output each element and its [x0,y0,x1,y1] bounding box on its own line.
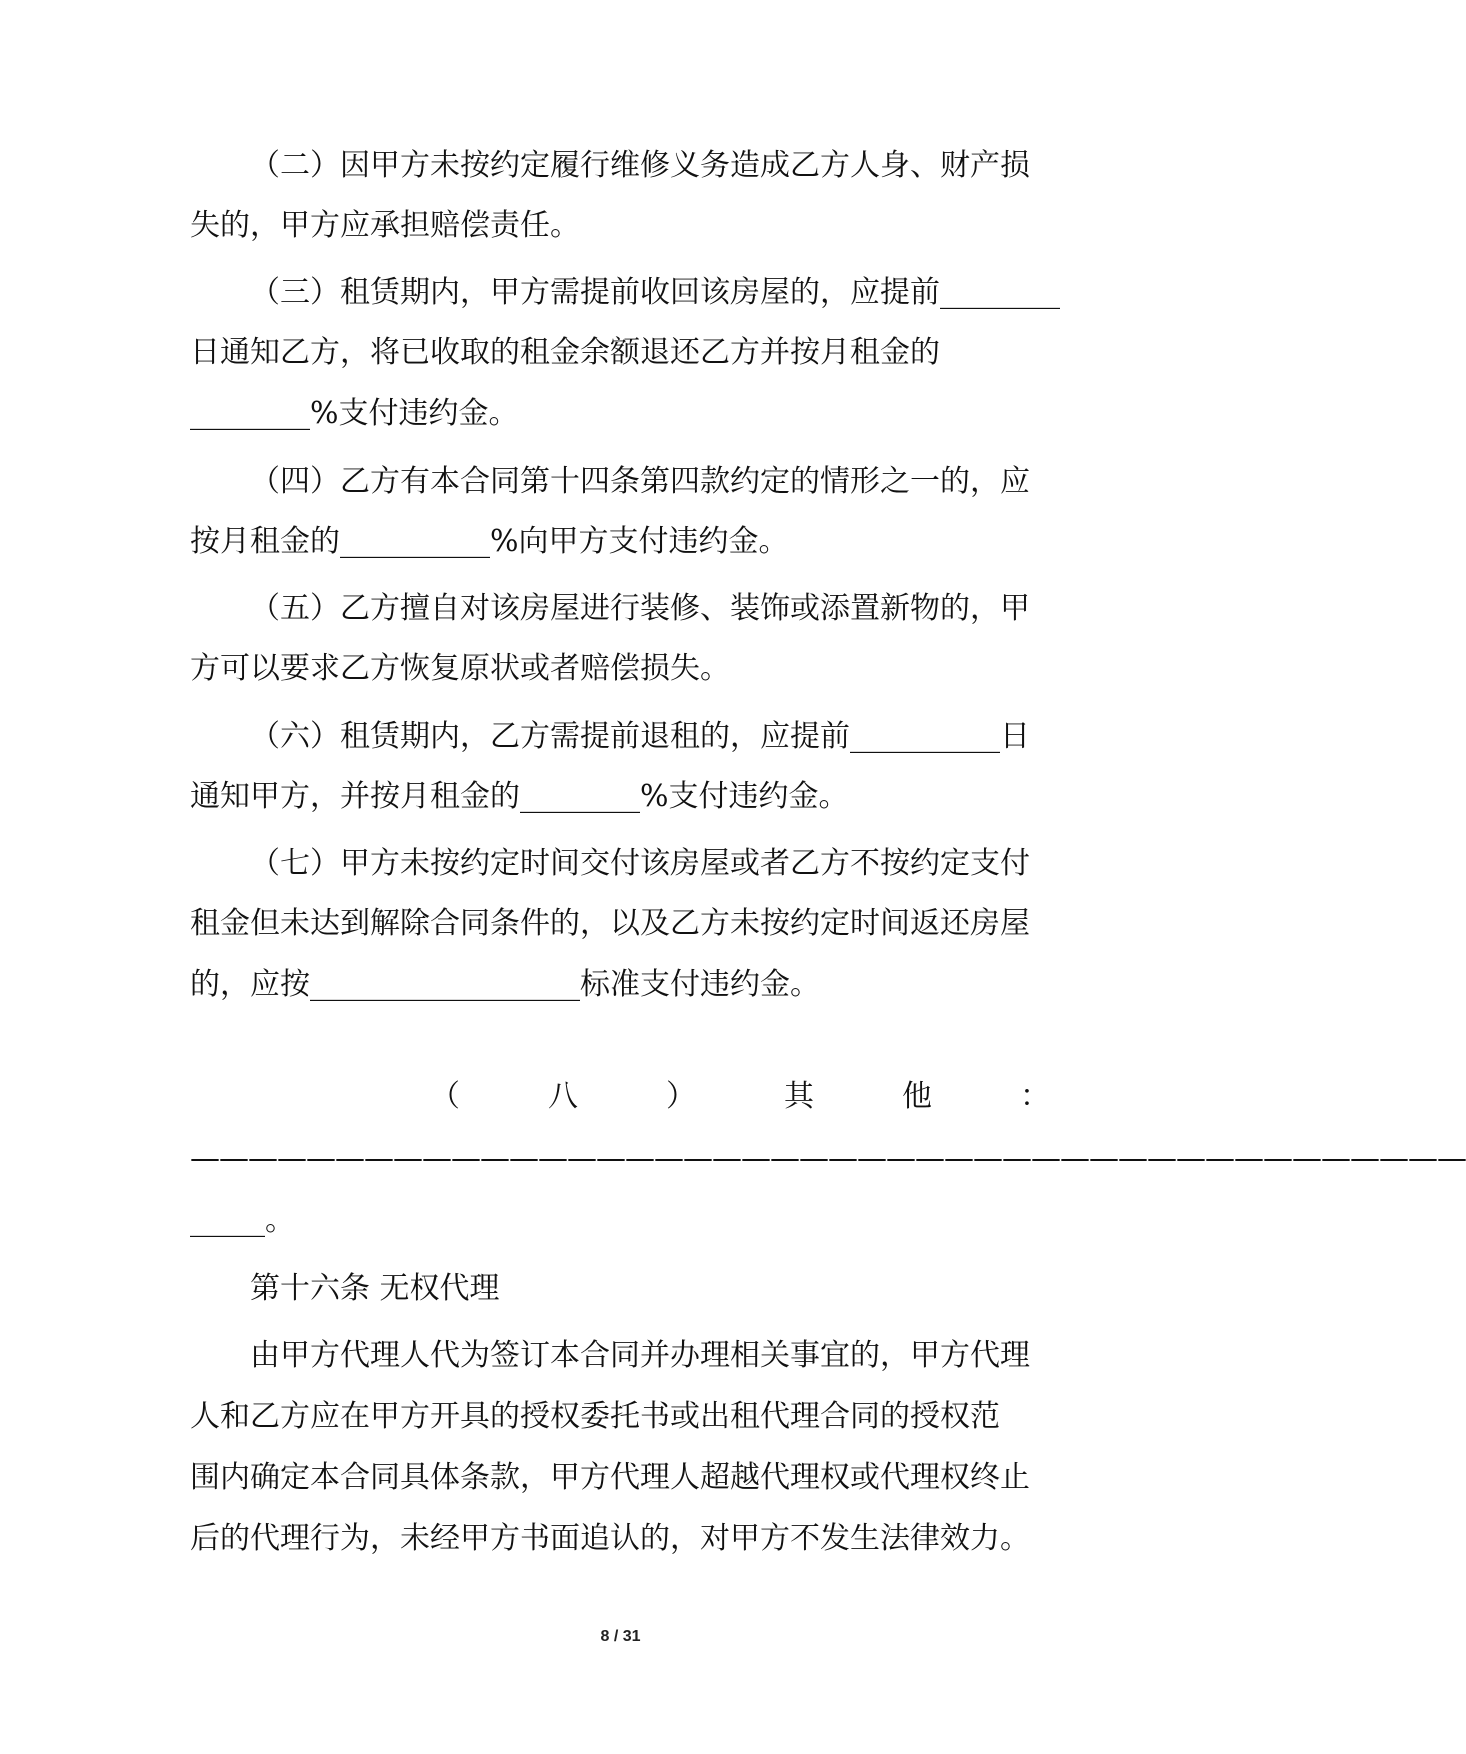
article-16-line-1: 由甲方代理人代为签订本合同并办理相关事宜的，甲方代理 [250,1338,1030,1373]
clause-8-char: ： [1020,1079,1050,1114]
clause-5-line-1: （五）乙方擅自对该房屋进行装修、装饰或添置新物的，甲 [250,591,1030,626]
article-16-heading: 第十六条 无权代理 [250,1271,500,1306]
page-number: 8 / 31 [600,1628,641,1645]
clause-8-char: 他 [902,1079,932,1114]
clause-8-heading [430,1072,1050,1122]
clause-3-line-1: （三）租赁期内，甲方需提前收回该房屋的，应提前________ [250,275,1060,310]
clause-6-line-2: 通知甲方，并按月租金的________%支付违约金。 [190,779,849,814]
clause-2-line-1: （二）因甲方未按约定履行维修义务造成乙方人身、财产损 [250,148,1030,183]
clause-7-line-2: 租金但未达到解除合同条件的，以及乙方未按约定时间返还房屋 [190,906,1030,941]
clause-8-fill-line: ———————————————————————————————————————————— [190,1141,1466,1176]
clause-5-line-2: 方可以要求乙方恢复原状或者赔偿损失。 [190,651,730,686]
clause-4-line-2: 按月租金的__________%向甲方支付违约金。 [190,524,789,559]
clause-3-line-3: ________%支付违约金。 [190,396,519,431]
clause-8-char: （ [430,1079,460,1114]
article-16-line-3: 围内确定本合同具体条款，甲方代理人超越代理权或代理权终止 [190,1460,1030,1495]
clause-8-char: ） [666,1079,696,1114]
clause-4-line-1: （四）乙方有本合同第十四条第四款约定的情形之一的，应 [250,464,1030,499]
article-16-line-2: 人和乙方应在甲方开具的授权委托书或出租代理合同的授权范 [190,1399,1000,1434]
clause-2-line-2: 失的，甲方应承担赔偿责任。 [190,208,580,243]
clause-8-line-3: _____。 [190,1203,295,1238]
clause-7-line-3: 的，应按__________________标准支付违约金。 [190,967,820,1002]
article-16-line-4: 后的代理行为，未经甲方书面追认的，对甲方不发生法律效力。 [190,1521,1030,1556]
clause-3-line-2: 日通知乙方，将已收取的租金余额退还乙方并按月租金的 [190,335,940,370]
clause-7-line-1: （七）甲方未按约定时间交付该房屋或者乙方不按约定支付 [250,846,1030,881]
clause-8-char: 八 [548,1079,578,1114]
clause-6-line-1: （六）租赁期内，乙方需提前退租的，应提前__________日 [250,719,1030,754]
clause-8-char: 其 [784,1079,814,1114]
